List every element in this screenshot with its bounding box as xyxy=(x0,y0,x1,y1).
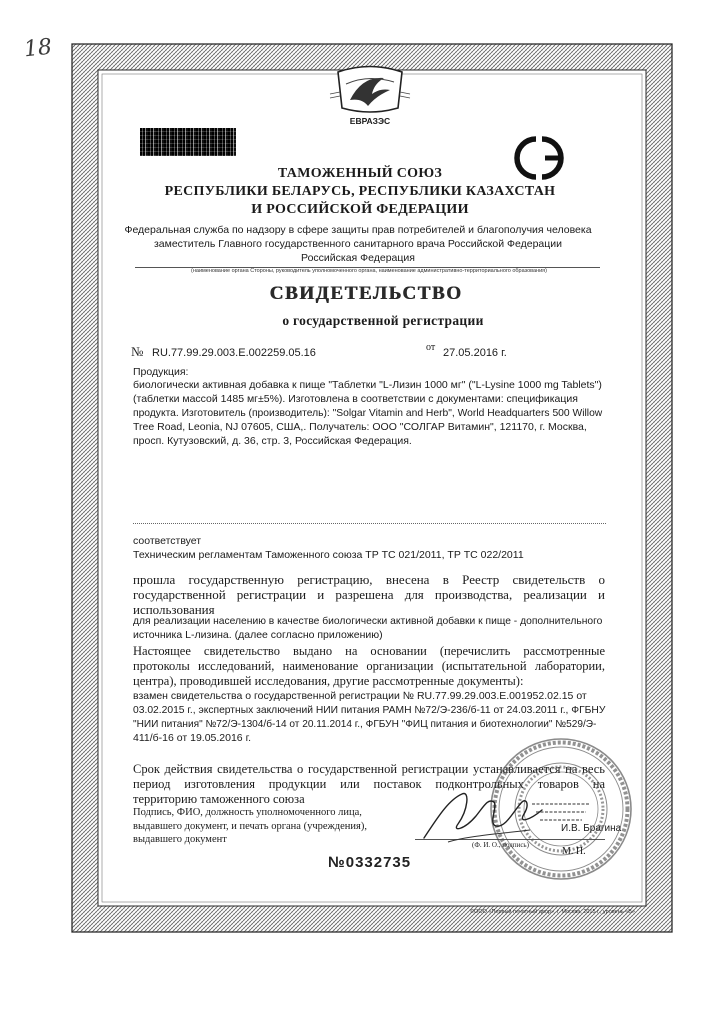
validity-line: период изготовления продукции или поставок подконтрольных товаров на xyxy=(133,777,605,791)
validity-line: Срок действия свидетельства о государственной регистрации устанавливается на весь xyxy=(133,762,605,776)
basis-line: центра), проводившей исследования, другие рассмотренные документы): xyxy=(133,674,524,688)
registration-line: использования xyxy=(133,602,215,617)
signature-caption-line: выдавшего документ xyxy=(133,834,227,845)
header-line-1: ТАМОЖЕННЫЙ СОЮЗ xyxy=(277,166,443,181)
product-line: продукта. Изготовитель (производитель): "Solgar Vitamin and Herb", World Headquarters 500 Willow xyxy=(133,408,603,419)
registration-line: государственной регистрации и разрешена для производства, реализации и xyxy=(133,587,605,602)
signature-caption-line: выдавшего документ, и печать органа (учреждения), xyxy=(133,821,367,832)
document-title: СВИДЕТЕЛЬСТВО xyxy=(269,283,463,304)
product-line: Tree Road, Leonia, NJ 07605, США,. Получатель: ООО "СОЛГАР Витамин", 121170, г. Москва, xyxy=(133,421,587,433)
emblem-side-right xyxy=(400,92,410,98)
handwritten-page-number: 18 xyxy=(22,34,54,63)
product-line: (таблетки массой 1485 мг±5%). Изготовлена в соответствии с документами: спецификация xyxy=(133,393,578,405)
validity-line: территорию таможенного союза xyxy=(133,792,305,806)
certificate-number: RU.77.99.29.003.E.002259.05.16 xyxy=(152,347,316,359)
header-line-3: И РОССИЙСКОЙ ФЕДЕРАЦИИ xyxy=(251,202,469,217)
product-field-rule xyxy=(133,523,606,524)
stamp-place-label: М. П. xyxy=(562,846,586,857)
signatory-name: И.В. Брагина xyxy=(561,823,622,834)
authority-caption: (наименование органа Стороны, руководитель уполномоченного органа, наименование административно-территориального образования) xyxy=(191,268,547,274)
usage-line: источника L-лизина. (далее согласно приложению) xyxy=(133,629,383,641)
number-sign: № xyxy=(131,344,144,359)
authority-line-2: заместитель Главного государственного санитарного врача Российской Федерации xyxy=(153,238,563,250)
header-line-2: РЕСПУБЛИКИ БЕЛАРУСЬ, РЕСПУБЛИКИ КАЗАХСТАН xyxy=(164,184,556,199)
authority-line-3: Российская Федерация xyxy=(301,252,415,264)
usage-line: для реализации населению в качестве биологически активной добавки к пище - дополнительного xyxy=(133,616,603,627)
emblem-label: ЕВРАЗЭС xyxy=(349,116,391,126)
document-subtitle: о государственной регистрации xyxy=(282,313,484,328)
basis-line: Настоящее свидетельство выдано на основании (перечислить рассмотренные xyxy=(133,644,605,658)
basis-line: протоколы исследований, наименование организации (испытательной лаборатории, xyxy=(133,659,605,673)
basis-document-line: 411/б-16 от 19.05.2016 г. xyxy=(133,732,252,744)
basis-document-line: взамен свидетельства о государственной регистрации № RU.77.99.29.003.E.001952.02.15 от xyxy=(133,690,587,702)
printer-imprint: ©ООО «Первый печатный двор», г. Москва, 2015 г., уровень «В» xyxy=(470,909,635,915)
product-line: просп. Кутузовский, д. 36, стр. 3, Российская Федерация. xyxy=(133,435,412,447)
evrazes-emblem xyxy=(328,64,412,130)
form-serial-number: №0332735 xyxy=(328,854,412,871)
redacted-barcode xyxy=(140,128,236,156)
signatory-caption: (Ф. И. О., подпись) xyxy=(472,841,529,849)
conformity-label: соответствует xyxy=(133,535,202,547)
basis-document-line: 03.02.2015 г., экспертных заключений НИИ питания РАМН №72/Э-236/б-11 от 24.03.2011 г., ФГБНУ xyxy=(133,705,606,716)
registration-line: прошла государственную регистрацию, внесена в Реестр свидетельств о xyxy=(133,572,605,587)
certificate-date: 27.05.2016 г. xyxy=(443,347,507,359)
product-label: Продукция: xyxy=(133,366,189,378)
conformity-text: Техническим регламентам Таможенного союза ТР ТС 021/2011, ТР ТС 022/2011 xyxy=(133,549,524,561)
authority-line-1: Федеральная служба по надзору в сфере защиты прав потребителей и благополучия человека xyxy=(124,224,592,236)
product-line: биологически активная добавка к пище "Таблетки "L-Лизин 1000 мг" ("L-Lysine 1000 mg Tablets") xyxy=(133,379,602,391)
date-prefix: от xyxy=(426,342,436,353)
emblem-side-left xyxy=(330,92,340,98)
signature-caption-line: Подпись, ФИО, должность уполномоченного лица, xyxy=(133,807,362,818)
basis-document-line: "НИИ питания" №72/Э-1304/б-14 от 20.11.2014 г., ФГБУН "ФИЦ питания и биотехнологии" №529/Э- xyxy=(133,719,597,730)
